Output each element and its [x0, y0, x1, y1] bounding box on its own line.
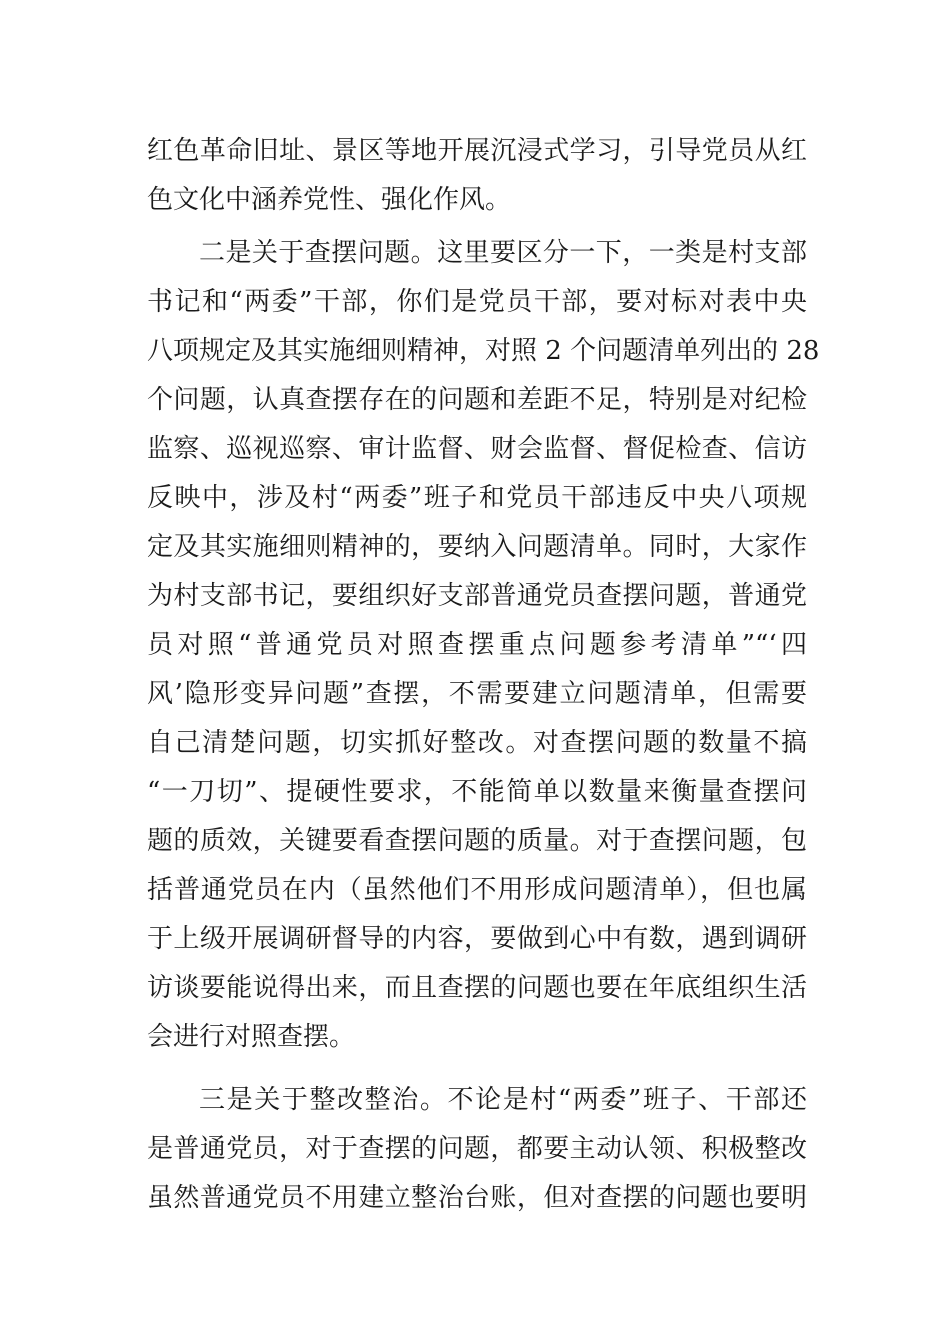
text-line: 色文化中涵养党性、强化作风。 — [147, 185, 512, 215]
text-line: 会进行对照查摆。 — [147, 1022, 356, 1052]
text-line: “一刀切”、提硬性要求，不能简单以数量来衡量查摆问 — [147, 777, 807, 807]
text-line: 三是关于整改整治。不论是村“两委”班子、干部还 — [199, 1085, 807, 1115]
text-line: 题的质效，关键要看查摆问题的质量。对于查摆问题，包 — [147, 826, 807, 856]
text-line: 定及其实施细则精神的，要纳入问题清单。同时，大家作 — [147, 532, 807, 562]
text-line: 虽然普通党员不用建立整治台账，但对查摆的问题也要明 — [147, 1183, 807, 1213]
text-line: 反映中，涉及村“两委”班子和党员干部违反中央八项规 — [147, 483, 807, 513]
text-line: 自己清楚问题，切实抓好整改。对查摆问题的数量不搞 — [147, 728, 807, 758]
text-line: 八项规定及其实施细则精神，对照 2 个问题清单列出的 28 — [147, 336, 820, 366]
text-line: 监察、巡视巡察、审计监督、财会监督、督促检查、信访 — [147, 434, 807, 464]
text-line: 二是关于查摆问题。这里要区分一下，一类是村支部 — [199, 238, 807, 268]
text-line: 括普通党员在内（虽然他们不用形成问题清单），但也属 — [147, 875, 807, 905]
text-line: 是普通党员，对于查摆的问题，都要主动认领、积极整改 — [147, 1134, 807, 1164]
text-line: 书记和“两委”干部，你们是党员干部，要对标对表中央 — [147, 287, 807, 317]
paragraph-rectification — [147, 1076, 807, 1223]
text-line: 为村支部书记，要组织好支部普通党员查摆问题，普通党 — [147, 581, 807, 611]
text-line: 风’隐形变异问题”查摆，不需要建立问题清单，但需要 — [147, 679, 807, 709]
text-line: 访谈要能说得出来，而且查摆的问题也要在年底组织生活 — [147, 973, 807, 1003]
text-line: 于上级开展调研督导的内容，要做到心中有数，遇到调研 — [147, 924, 807, 954]
text-line: 个问题，认真查摆存在的问题和差距不足，特别是对纪检 — [147, 385, 807, 415]
paragraph-check-problems — [147, 229, 820, 1062]
paragraph-continuation — [147, 127, 807, 225]
text-line: 红色革命旧址、景区等地开展沉浸式学习，引导党员从红 — [147, 136, 807, 166]
text-line: 员对照“普通党员对照查摆重点问题参考清单”“‘四 — [147, 630, 807, 660]
